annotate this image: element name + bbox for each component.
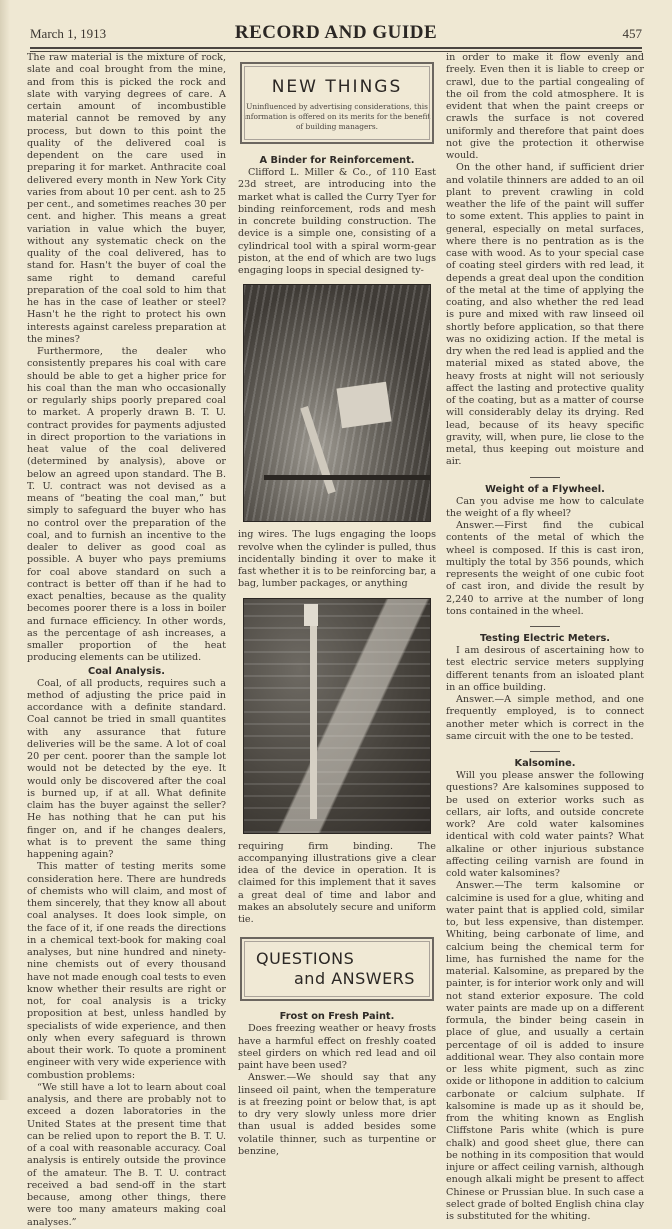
column-2 [238,52,436,1158]
paragraph: “We still have a lot to learn about coal analysis, and there are probably not to exceed a dozen laboratories in the United States at the present time that can be relied upon to report the B. T. U. of a coal with reasonable accuracy. Coal analysis is entirely outside the province of the amateur. The B. T. U. contract received a bad send-off in the start because, among other things, there were too many amateurs making coal analyses.” [27,1081,226,1228]
paragraph: Furthermore, the dealer who consistently prepares his coal with care should be able to get a higher price for his coal than the man who occasionally or regularly ships poorly prepared coal to market. A properly drawn B. T. U. contract provides for payments adjusted in direct proportion to the variations in heat value of the coal delivered (determined by analysis), above or below an agreed upon standard. The B. T. U. contract was not devised as a means of “beating the coal man,” but simply to safeguard the buyer who has no control over the preparation of the coal, and to furnish an incentive to the dealer to deliver as good coal as possible. A buyer who pays premiums for coal above standard on such a contract is better off than if he had to exact penalties, because as the quality becomes poorer there is a loss in boiler and furnace efficiency. In other words, as the percentage of ash increases, a smaller proportion of the heat producing elements can be utilized. [27,346,226,664]
column-1 [27,52,226,1229]
section-heading-meters: Testing Electric Meters. [480,633,610,644]
paragraph: I am desirous of ascertaining how to test electric service meters supplying different tenants from an isloated plant in an office building. [446,645,644,693]
paragraph: Can you advise me how to calculate the weight of a fly wheel? [446,495,644,519]
section-heading-coal-analysis: Coal Analysis. [88,665,165,677]
paragraph: On the other hand, if sufficient drier and volatile thinners are added to an oil plant to prevent crawling in cold weather the life of the paint will suffer to some extent. This applies to paint in general, especially on metal surfaces, where there is no pentration as is the case with wood. As to your special case of coating steel girders with red lead, it depends a great deal upon the condition of the metal at the time of applying the coating, and also whether the red lead is pure and mixed with raw linseed oil shortly before application, so that there was no oxidizing action. If the metal is dry when the red lead is applied and the material mixed as stated above, the heavy frosts at night will not seriously affect the lasting and protective quality of the coating, but as a matter of course will considerably delay its drying. Red lead, because of its heavy specific gravity, will, when pure, lie close to the metal, thus keeping out moisture and air. [446,162,644,468]
paragraph: Answer.—The term kalsomine or calcimine is used for a glue, whiting and water paint that is applied cold, similar to, but less expensive, than distemper. Whiting, being carbonate of lime, and calcium being the chemical term for lime, has furnished the name for the material. Kalsomine, as prepared by the painter, is for interior work only and will not stand exterior exposure. The cold water paints are made up on a different formula, the binder being casein in place of glue, and usually a certain percentage of oil is added to insure additional wear. They also contain more or less white pigment, such as zinc oxide or lithopone in addition to calcium carbonate or calcium sulphate. If kalsomine is made up as it should be, from the whiting known as English Cliffstone Paris white (which is pure chalk) and good sheet glue, there can be nothing in its composition that would injure or affect ceiling varnish, although enough alkali might be present to affect Chinese or Prussian blue. In such case a select grade of bolted English china clay is substituted for the whiting. [446,880,644,1222]
section-heading-kalsomine: Kalsomine. [514,758,576,769]
photo-curry-tyer-operation [243,598,431,834]
paragraph: Answer.—A simple method, and one frequently employed, is to connect another meter which is correct in the same circuit with the one to be tested. [446,694,644,742]
new-things-box [240,62,434,144]
paragraph: This matter of testing merits some consideration here. There are hundreds of chemists who will claim, and most of them sincerely, that they know all about coal analyses. It does look simple, on the face of it, if one reads the directions in a chemical text-book for making coal analyses, but nine hundred and ninety-nine chemists out of every thousand have not made enough coal tests to even know whether their results are right or not, for coal analysis is a tricky proposition at best, unless handled by specialists of wide experience, and then only when every safeguard is thrown about their work. To quote a prominent engineer with very wide experience with combustion problems: [27,861,226,1081]
paragraph: Answer.—We should say that any linseed oil paint, when the temperature is at freezing point or below that, is apt to dry very slowly unless more drier than usual is added besides some volatile thinner, such as turpentine or benzine, [238,1072,436,1157]
paper-shape [336,382,391,429]
section-separator [530,626,560,627]
paragraph: The raw material is the mixture of rock, slate and coal brought from the mine, and from this is picked the rock and slate with varying degrees of care. A certain amount of incombustible material cannot be removed by any process, but down to this point the quality of the delivered coal is dependent on the care used in preparing it for market. Anthracite coal delivered every month in New York City varies from about 10 per cent. ash to 25 per cent., and sometimes reaches 30 per cent. and higher. This means a great variation in value which the buyer, without any systematic check on the quality of the coal delivered, has to stand for. Hasn't the buyer of coal the same right to demand careful preparation of the coal sold to him that he has in the case of leather or steel? Hasn't he the right to protect his own interests against careless preparation at the mines? [27,52,226,345]
qa-title-line-2: and ANSWERS [294,969,415,989]
paragraph: Will you please answer the following questions? Are kalsomines supposed to be used on exterior works such as cellars, air lofts, and outside concrete work? Are cold water kalsomines identical with cold water paints? What alkaline or other injurious substance affecting ceiling varnish are found in cold water kalsomines? [446,770,644,879]
section-heading-binder: A Binder for Reinforcement. [259,155,415,166]
section-separator [530,477,560,478]
rod-shape [264,475,431,480]
issue-date: March 1, 1913 [30,26,107,41]
header-rule [30,47,642,49]
paragraph: Clifford L. Miller & Co., of 110 East 23d street, are introducing into the market what is called the Curry Tyer for binding reinforcement, rods and mesh in concrete building construction. The device is a simple one, consisting of a cylindrical tool with a spiral worm-gear piston, at the end of which are two lugs engaging loops in special designed ty- [238,167,436,276]
page-number: 457 [622,26,642,41]
paragraph: in order to make it flow evenly and freely. Even then it is liable to creep or crawl, due to the partial congealing of the oil from the cold atmosphere. It is evident that when the paint creeps or crawls the surface is not covered uniformly and therefore that paint does not give the protection it otherwise would. [446,52,644,161]
new-things-subtitle: Uninfluenced by advertising considerations, this information is offered on its merits for the benefit of building managers. [243,102,431,131]
publication-title: RECORD AND GUIDE [234,22,438,43]
paragraph: Coal, of all products, requires such a method of adjusting the price paid in accordance with a definite standard. Coal cannot be tried in small quantites with any assurance that future deliveries will be the same. A lot of coal 20 per cent. poorer than the sample lot would not be detected by the eye. It would only be discovered after the coal is burned up, if at all. What definite claim has the buyer against the seller? He has nothing that he can put his finger on, and if he changes dealers, what is to prevent the same thing happening again? [27,677,226,860]
paragraph: Answer.—First find the cubical contents of the metal of which the wheel is composed. If this is cast iron, multiply the total by 356 pounds, which represents the weight of one cubic foot of cast iron, and divide the result by 2,240 to arrive at the number of long tons contained in the wheel. [446,520,644,617]
handle-shape [304,604,318,626]
questions-and-answers-box [240,937,434,1001]
column-3 [446,52,644,1223]
new-things-title: NEW THINGS [271,77,403,97]
page-header [30,22,642,46]
page-gutter-shadow [0,0,10,1100]
paragraph: Does freezing weather or heavy frosts have a harmful effect on freshly coated steel girders on which red lead and oil paint have been used? [238,1023,436,1071]
tool-shape [310,619,317,819]
section-separator [530,751,560,752]
section-heading-frost: Frost on Fresh Paint. [279,1011,395,1023]
section-heading-flywheel: Weight of a Flywheel. [485,483,605,495]
tool-shape [300,406,335,494]
paragraph: ing wires. The lugs engaging the loops revolve when the cylinder is pulled, thus incidentally binding it over to make it fast whether it is to be reinforcing bar, a bag, lumber packages, or anything [238,529,436,590]
photo-curry-tyer-hands [243,284,431,522]
qa-title-line-1: QUESTIONS [256,949,355,969]
paragraph: requiring firm binding. The accompanying illustrations give a clear idea of the device in operation. It is claimed for this implement that it saves a great deal of time and labor and makes an absolutely secure and uniform tie. [238,840,436,925]
